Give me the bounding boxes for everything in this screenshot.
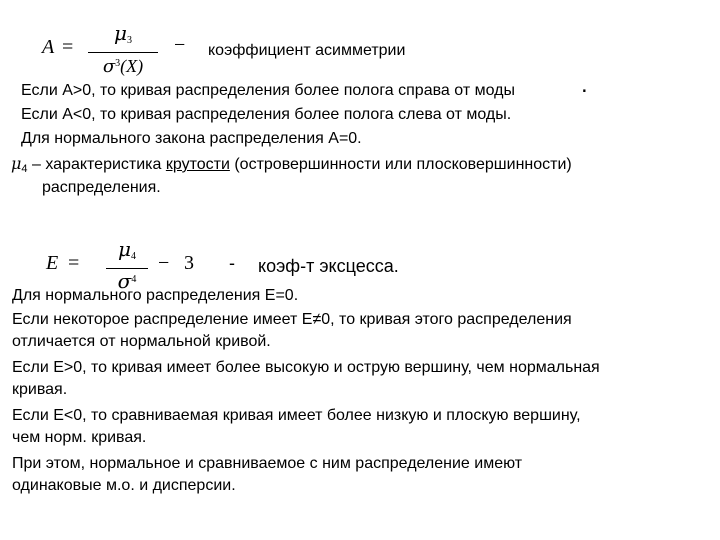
formula-e-equals: = [68, 252, 80, 274]
formula-fraction [88, 22, 158, 78]
asymmetry-label: коэффициент асимметрии [208, 42, 406, 59]
formula-e-minus: − [158, 252, 170, 274]
sigma-power: 3 [115, 58, 121, 69]
mu4-symbol: μ [11, 154, 22, 173]
text-line-a-period: . [581, 71, 588, 98]
formula-e-three: 3 [184, 252, 194, 274]
formula-lhs: A [42, 36, 55, 58]
mu4-definition-line2: распределения. [42, 179, 161, 196]
text-e-nonzero-cont: отличается от нормальной кривой. [12, 333, 271, 350]
text-line-a-normal: Для нормального закона распределения A=0. [21, 130, 362, 147]
mu-symbol: μ [114, 21, 127, 45]
text-e-normal: Для нормального распределения E=0. [12, 287, 299, 304]
mu-index: 3 [127, 35, 132, 46]
mu4-underlined-term: крутости [165, 156, 230, 173]
text-line-a-negative: Если A<0, то кривая распределения более полога слева от моды. [21, 106, 512, 123]
mu4-text-before: – характеристика [27, 156, 166, 173]
text-e-negative-cont: чем норм. кривая. [12, 429, 147, 446]
e-sigma-symbol: σ [117, 269, 132, 293]
formula-equals: = [62, 36, 74, 58]
text-e-same-cont: одинаковые м.о. и дисперсии. [12, 477, 236, 494]
text-e-nonzero: Если некоторое распределение имеет E≠0, то кривая этого распределения [12, 311, 572, 328]
formula-e-fraction [106, 238, 148, 293]
formula-asymmetry [42, 22, 202, 78]
formula-e-lhs: E [46, 252, 59, 274]
excess-label: коэф-т эксцесса. [258, 256, 399, 276]
text-e-positive-cont: кривая. [12, 381, 68, 398]
text-e-negative: Если E<0, то сравниваемая кривая имеет более низкую и плоскую вершину, [12, 407, 581, 424]
sigma-arg: (X) [120, 56, 144, 76]
mu4-text-after: (островершинности или плосковершинности) [229, 156, 572, 173]
e-sigma-power: 4 [131, 274, 137, 285]
text-e-positive: Если E>0, то кривая имеет более высокую и острую вершину, чем нормальная [12, 359, 600, 376]
formula-dash: − [174, 34, 186, 56]
formula-e-dash: - [229, 253, 235, 273]
text-line-a-positive: Если A>0, то кривая распределения более полога справа от моды [21, 82, 515, 99]
e-mu-index: 4 [131, 251, 136, 262]
e-mu-symbol: μ [118, 237, 131, 261]
sigma-symbol: σ [102, 56, 116, 77]
mu4-definition [11, 155, 572, 178]
text-e-same: При этом, нормальное и сравниваемое с ним распределение имеют [12, 455, 523, 472]
mu4-index: 4 [21, 163, 28, 175]
